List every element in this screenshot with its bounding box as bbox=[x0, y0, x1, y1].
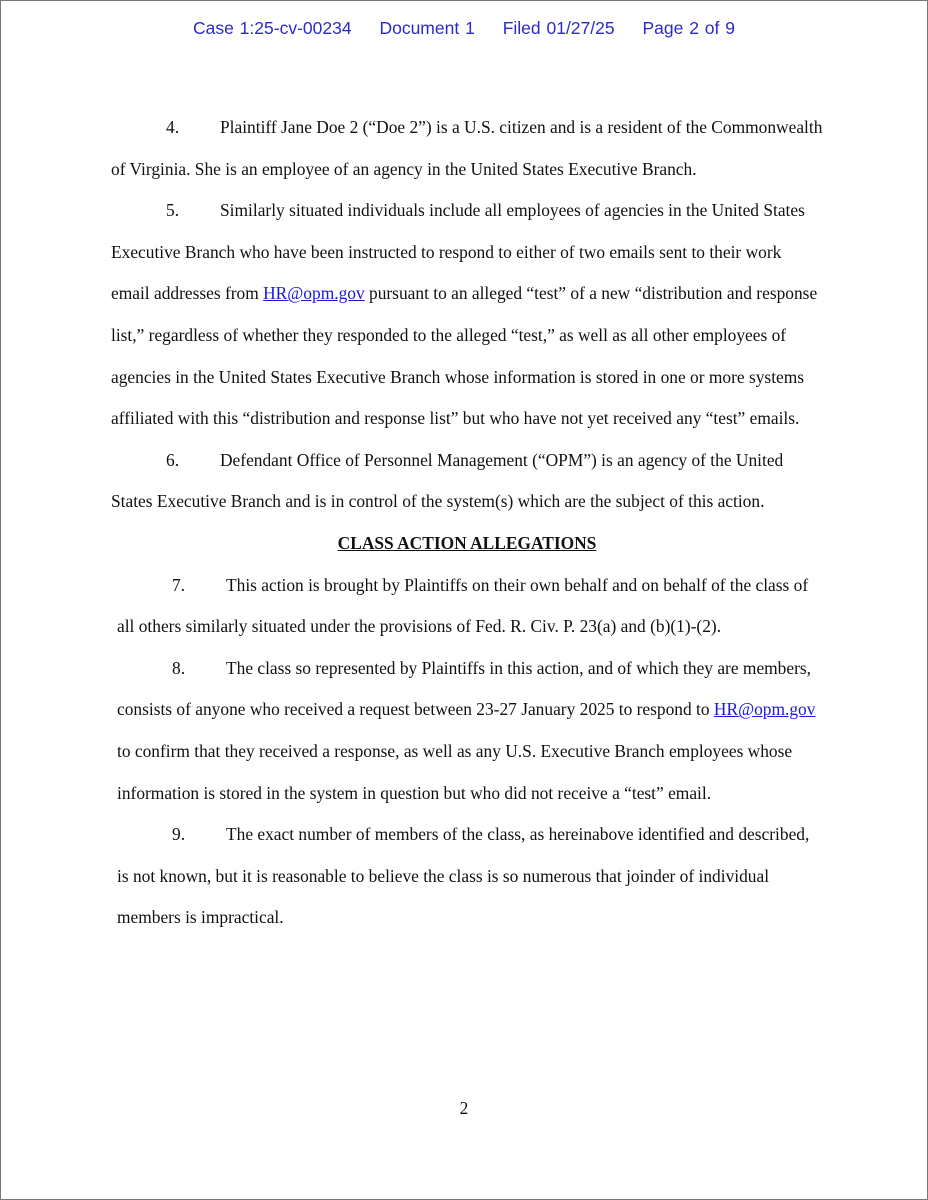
paragraph-text: The class so represented by Plaintiffs in this action, and of which they are members, consists of anyone who received a request between 23-27 January 2025 to respond to bbox=[117, 657, 812, 720]
section-heading: CLASS ACTION ALLEGATIONS bbox=[337, 532, 597, 553]
paragraph-number: 6. bbox=[166, 449, 180, 470]
paragraph-number: 9. bbox=[172, 824, 186, 845]
paragraph-number: 5. bbox=[166, 200, 180, 221]
paragraph-8 bbox=[111, 648, 823, 814]
document-body bbox=[111, 107, 823, 939]
paragraph-number: 8. bbox=[172, 657, 186, 678]
page-footer bbox=[1, 1098, 927, 1119]
paragraph-text: Similarly situated individuals include all employees of agencies in the United States Executive Branch who have been instructed to respond to either of two emails sent to their work email addresses from bbox=[111, 200, 805, 304]
paragraph-text: This action is brought by Plaintiffs on their own behalf and on behalf of the class of all others similarly situated under the provisions of Fed. R. Civ. P. 23(a) and (b)(1)-(2). bbox=[117, 574, 809, 637]
paragraph-6 bbox=[111, 440, 823, 523]
paragraph-text: to confirm that they received a response, as well as any U.S. Executive Branch employees whose information is stored in the system in question but who did not receive a “test” email. bbox=[117, 740, 793, 803]
paragraph-9 bbox=[111, 814, 823, 939]
ecf-header bbox=[1, 18, 927, 39]
paragraph-text: pursuant to an alleged “test” of a new “distribution and response list,” regardless of whether they responded to the alleged “test,” as well as all other employees of agencies in the United States Executive Branch whose information is stored in one or more systems affiliated with this “distribution and response list” but who have not yet received any “test” emails. bbox=[111, 283, 818, 429]
paragraph-4 bbox=[111, 107, 823, 190]
paragraph-text: The exact number of members of the class, as hereinabove identified and described, is not known, but it is reasonable to believe the class is so numerous that joinder of individual members is impractical. bbox=[117, 824, 810, 928]
paragraph-7 bbox=[111, 565, 823, 648]
paragraph-5 bbox=[111, 190, 823, 440]
case-number: Case 1:25-cv-00234 bbox=[192, 18, 352, 38]
paragraph-number: 4. bbox=[166, 117, 180, 137]
email-link[interactable]: HR@opm.gov bbox=[713, 699, 816, 720]
filed-date: Filed 01/27/25 bbox=[502, 18, 615, 38]
email-link[interactable]: HR@opm.gov bbox=[263, 283, 365, 304]
document-number: Document 1 bbox=[379, 18, 475, 38]
paragraph-text: Defendant Office of Personnel Management (“OPM”) is an agency of the United States Executive Branch and is in control of the system(s) which are the subject of this action. bbox=[111, 449, 784, 512]
page-indicator: Page 2 of 9 bbox=[642, 18, 736, 38]
page-number: 2 bbox=[459, 1098, 469, 1118]
paragraph-text: Plaintiff Jane Doe 2 (“Doe 2”) is a U.S. citizen and is a resident of the Commonwealth of Virginia. She is an employee of an agency in the United States Executive Branch. bbox=[111, 117, 823, 179]
paragraph-number: 7. bbox=[172, 574, 186, 595]
